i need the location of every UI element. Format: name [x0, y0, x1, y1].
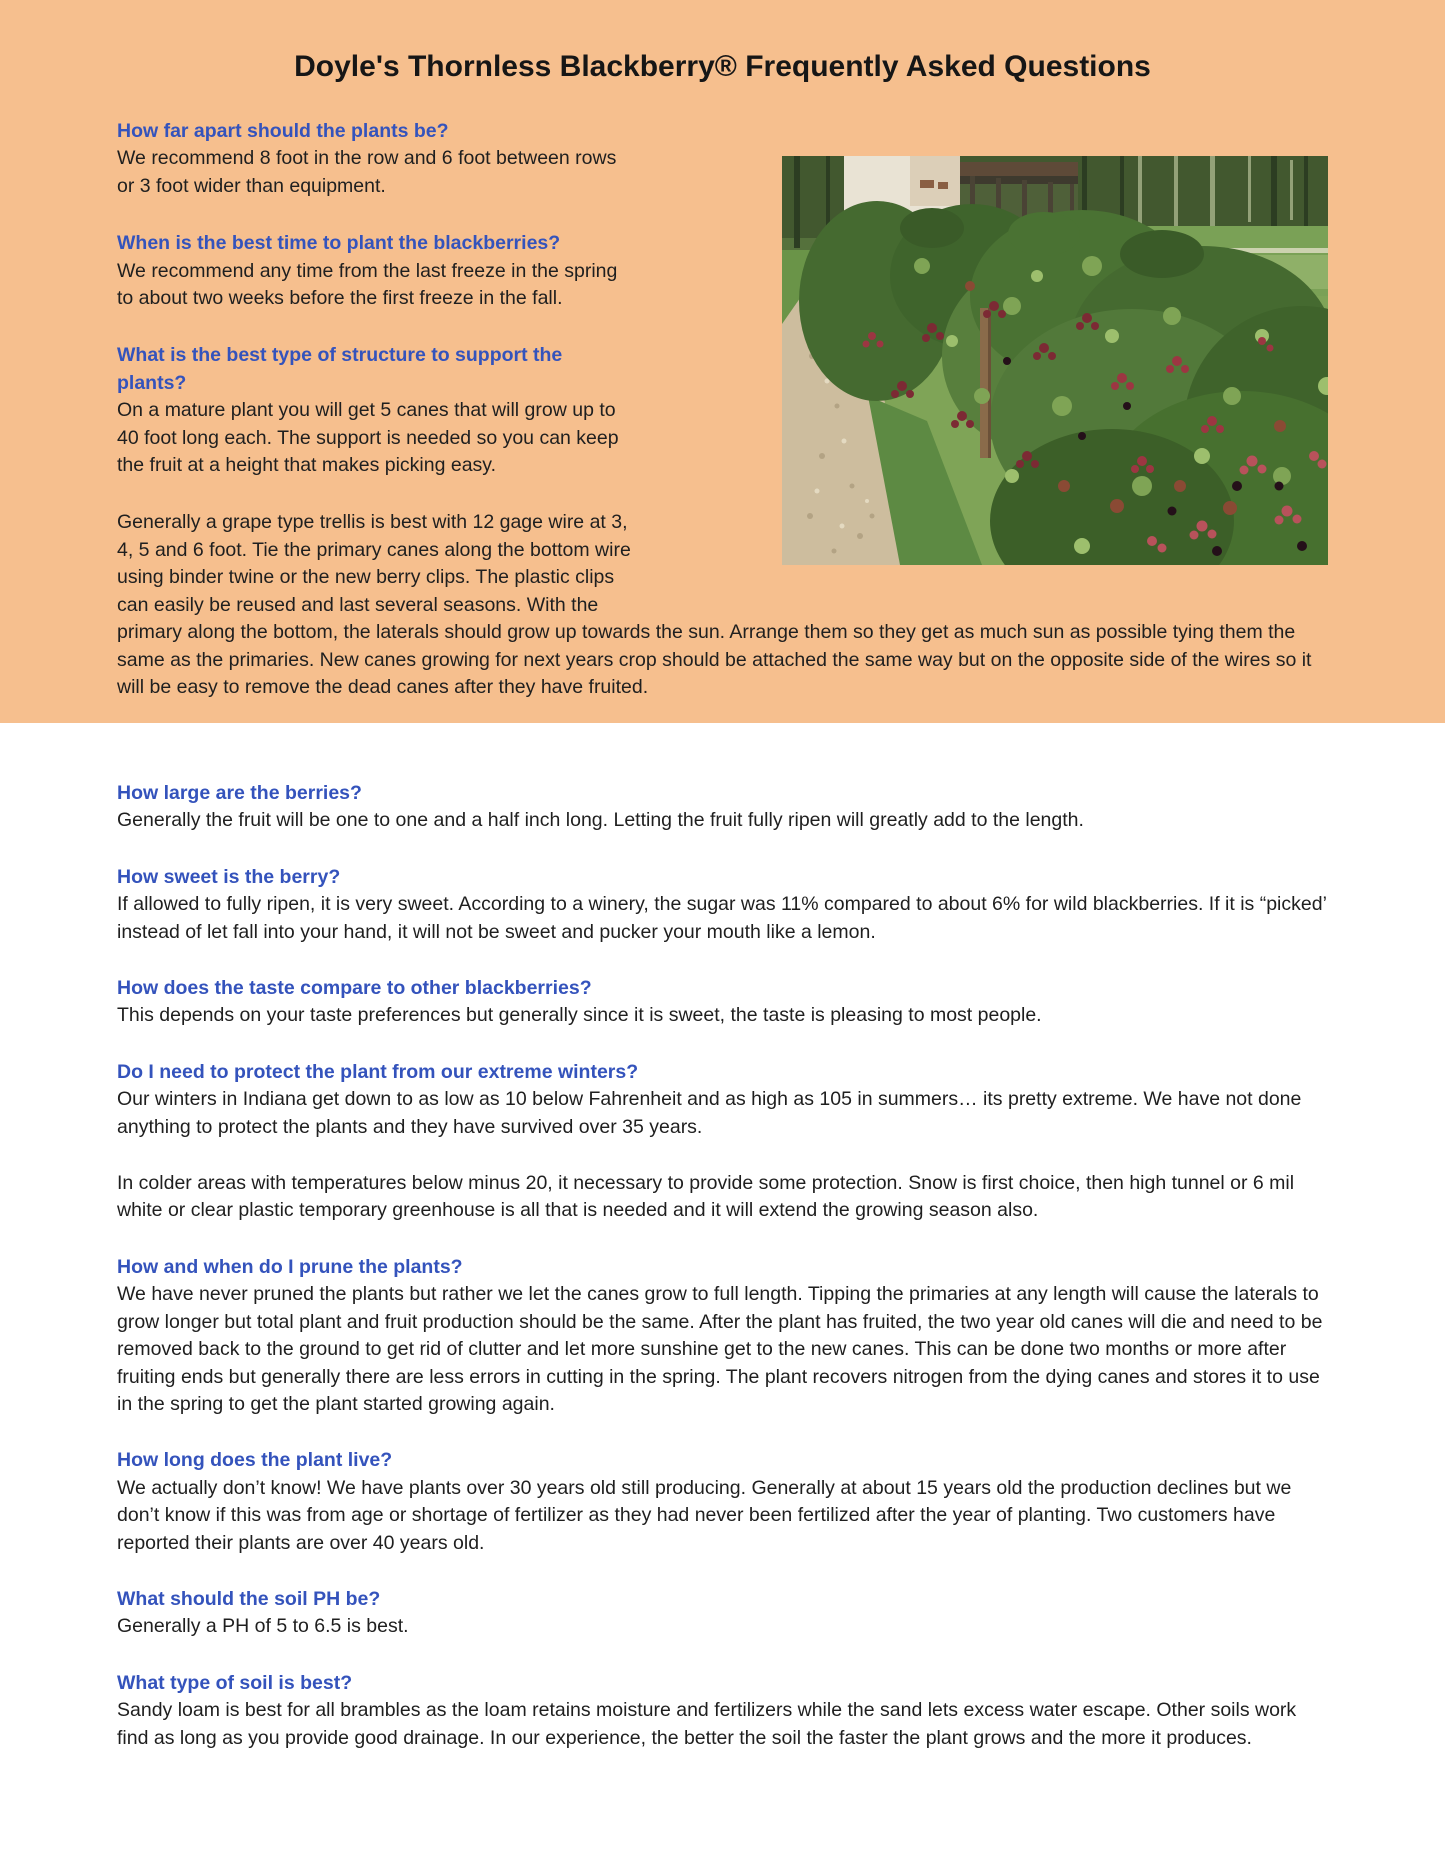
faq-item — [117, 1670, 1328, 1752]
faq-answer-paragraph: Generally a PH of 5 to 6.5 is best. — [117, 1615, 409, 1638]
faq-question: What should the soil PH be? — [117, 1587, 381, 1610]
faq-answer-paragraph: Generally a grape type trellis is best with 12 gage wire at 3, 4, 5 and 6 foot. Tie the primary canes along the bottom wire using binder twine or the new berry clips. The plastic clips can easily be reused and last several seasons. With the primary along the bottom, the laterals should grow up towards the sun. Arrange them so they get as much sun as possible tying them the same as the primaries. New canes growing for next years crop should be attached the same way but on the opposite side of the wires so it will be easy to remove the dead canes after they have fruited. — [117, 511, 1312, 698]
faq-item — [117, 1586, 1328, 1641]
faq-answer-paragraph: This depends on your taste preferences but generally since it is sweet, the taste is pleasing to most people. — [117, 1004, 1042, 1027]
faq-answer-paragraph: We actually don’t know! We have plants over 30 years old still producing. Generally at about 15 years old the production declines but we don’t know if this was from age or shortage of fertilizer as they had never been fertilized after the year of planting. Two customers have reported their plants are over 40 years old. — [117, 1476, 1292, 1554]
faq-answer-paragraph: On a mature plant you will get 5 canes that will grow up to 40 foot long each. The support is needed so you can keep the fruit at a height that makes picking easy. — [117, 399, 619, 477]
blackberry-field-photo — [782, 156, 1328, 565]
bottom-faq-content — [117, 780, 1328, 1752]
faq-item — [117, 1059, 1328, 1225]
faq-question: What type of soil is best? — [117, 1671, 353, 1694]
orange-header-band — [0, 0, 1445, 723]
faq-question: How does the taste compare to other blackberries? — [117, 977, 592, 1000]
photo-float-container — [634, 118, 1328, 592]
faq-answer-paragraph: Our winters in Indiana get down to as low as 10 below Fahrenheit and as high as 105 in summers… its pretty extreme. We have not done anything to protect the plants and they have survived over 35 years. — [117, 1088, 1302, 1138]
faq-question: How long does the plant live? — [117, 1449, 393, 1472]
faq-answer-paragraph: If allowed to fully ripen, it is very sweet. According to a winery, the sugar was 11% compared to about 6% for wild blackberries. If it is “picked’ instead of let fall into your hand, it will not be sweet and pucker your mouth like a lemon. — [117, 893, 1327, 943]
faq-question: How far apart should the plants be? — [117, 120, 449, 142]
faq-item — [117, 1447, 1328, 1557]
faq-question: How large are the berries? — [117, 782, 362, 804]
faq-answer-paragraph: We recommend any time from the last freeze in the spring to about two weeks before the first freeze in the fall. — [117, 259, 618, 310]
faq-question: What is the best type of structure to support the plants? — [117, 344, 563, 394]
faq-question: When is the best time to plant the blackberries? — [117, 232, 561, 255]
faq-answer-paragraph: Generally the fruit will be one to one and a half inch long. Letting the fruit fully ripen will greatly add to the length. — [117, 809, 1084, 832]
faq-item — [117, 1254, 1328, 1418]
faq-answer-paragraph: In colder areas with temperatures below minus 20, it necessary to provide some protection. Snow is first choice, then high tunnel or 6 mil white or clear plastic temporary greenhouse is all that is needed and it will extend the growing season also. — [117, 1172, 1295, 1222]
faq-question: Do I need to protect the plant from our extreme winters? — [117, 1060, 639, 1083]
faq-question: How and when do I prune the plants? — [117, 1255, 463, 1278]
faq-item — [117, 975, 1328, 1030]
faq-item — [117, 780, 1328, 835]
top-faq-content — [117, 118, 1328, 701]
faq-answer-paragraph: We have never pruned the plants but rather we let the canes grow to full length. Tipping the primaries at any length will cause the laterals to grow longer but total plant and fruit production should be the same. After the plant has fruited, the two year old canes will die and need to be removed back to the ground to get rid of clutter and let more sunshine get to the new canes. This can be done two months or more after fruiting ends but generally there are less errors in cutting in the spring. The plant recovers nitrogen from the dying canes and stores it to use in the spring to get the plant started growing again. — [117, 1283, 1323, 1415]
faq-answer-paragraph: We recommend 8 foot in the row and 6 foot between rows or 3 foot wider than equipment. — [117, 147, 617, 197]
faq-answer-paragraph: Sandy loam is best for all brambles as the loam retains moisture and fertilizers while the sand lets excess water escape. Other soils work find as long as you provide good drainage. In our experience, the better the soil the faster the plant grows and the more it produces. — [117, 1699, 1297, 1749]
page-title: Doyle's Thornless Blackberry® Frequently Asked Questions — [294, 50, 1151, 83]
faq-question: How sweet is the berry? — [117, 865, 341, 888]
faq-item — [117, 864, 1328, 946]
